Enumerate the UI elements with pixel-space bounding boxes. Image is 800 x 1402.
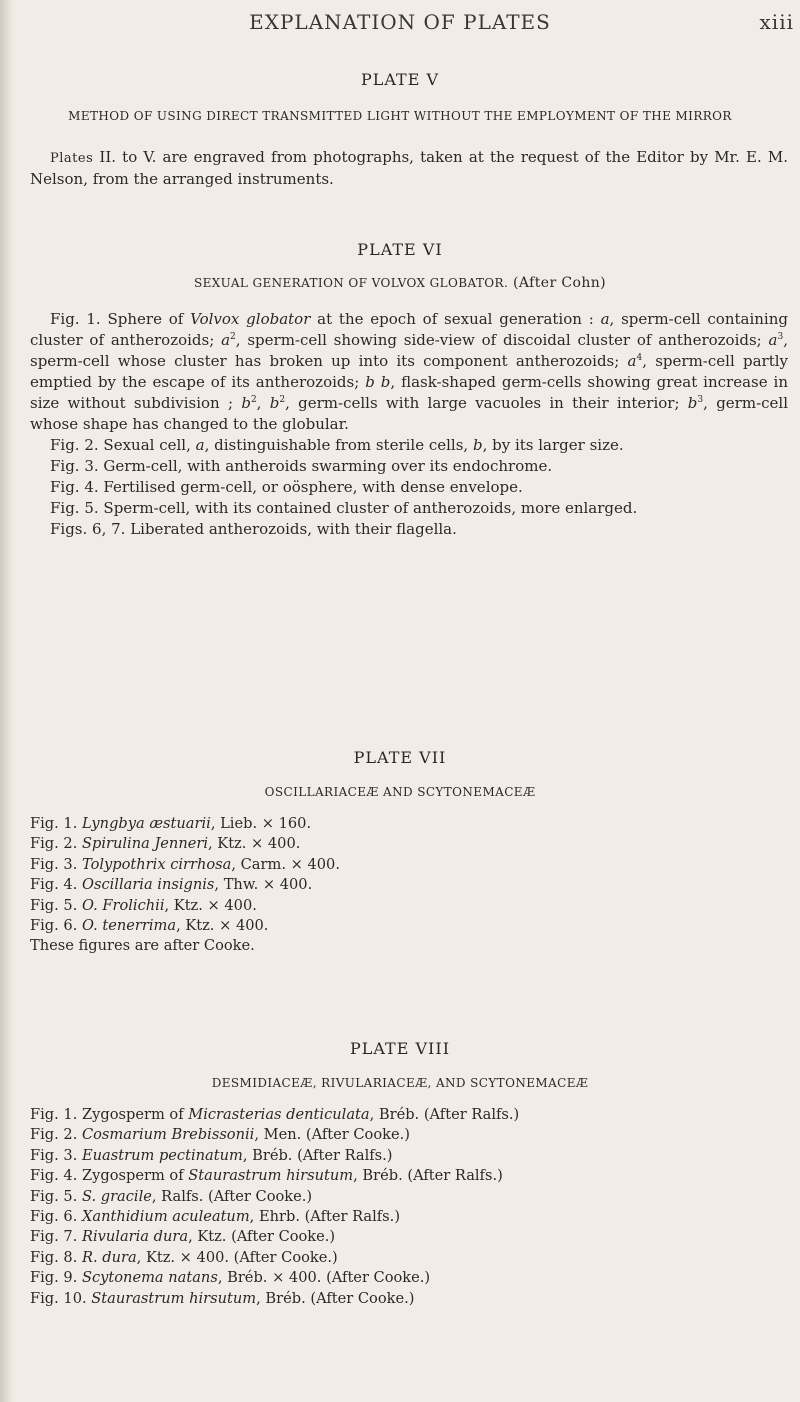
plate-vii-title: PLATE VII xyxy=(353,748,447,767)
plate-viii-fig: Fig. 1. Zygosperm of Micrasterias denticulata, Bréb. (After Ralfs.) xyxy=(30,1106,520,1123)
plate-vii-fig: Fig. 4. Oscillaria insignis, Thw. × 400. xyxy=(30,876,313,894)
plate-viii-fig: Fig. 4. Zygosperm of Staurastrum hirsutum, Bréb. (After Ralfs.) xyxy=(30,1167,503,1185)
plate-vii-fig: Fig. 2. Spirulina Jenneri, Ktz. × 400. xyxy=(30,835,301,853)
plate-viii-fig: Fig. 6. Xanthidium aculeatum, Ehrb. (After Ralfs.) xyxy=(30,1208,401,1226)
plate-vi-fig-4: Fig. 4. Fertilised germ-cell, or oösphere, with dense envelope. xyxy=(50,478,523,496)
plate-viii-fig: Fig. 3. Euastrum pectinatum, Bréb. (After Ralfs.) xyxy=(30,1146,393,1164)
plate-viii-fig: Fig. 9. Scytonema natans, Bréb. × 400. (After Cooke.) xyxy=(30,1269,431,1287)
plate-vii-fig: Fig. 6. O. tenerrima, Ktz. × 400. xyxy=(30,917,269,935)
plate-vi-attribution: (After Cohn) xyxy=(513,275,607,291)
plate-viii-fig: Fig. 10. Staurastrum hirsutum, Bréb. (After Cooke.) xyxy=(30,1289,415,1307)
plate-v-title: PLATE V xyxy=(360,70,440,89)
plates-lead: Plates xyxy=(50,151,94,166)
plate-vi-fig-3: Fig. 3. Germ-cell, with antheroids swarming over its endochrome. xyxy=(50,457,553,475)
plate-vi-title: PLATE VI xyxy=(357,240,443,259)
plate-vii-subtitle: OSCILLARIACEÆ AND SCYTONEMACEÆ xyxy=(264,785,536,799)
plate-viii-figure-list xyxy=(30,1105,788,1309)
page-number: xiii xyxy=(759,10,794,34)
plate-viii-fig: Fig. 8. R. dura, Ktz. × 400. (After Cooke.) xyxy=(30,1248,338,1266)
plate-v-description: Plates II. to V. are engraved from photographs, taken at the request of the Editor by Mr. E. M. Nelson, from the arranged instruments. xyxy=(30,148,788,188)
plate-vi-subtitle: SEXUAL GENERATION OF VOLVOX GLOBATOR. (After Cohn) xyxy=(193,275,607,291)
plate-vi-fig-2: Fig. 2. Sexual cell, a, distinguishable from sterile cells, b, by its larger size. xyxy=(50,436,624,454)
plate-viii-subtitle: DESMIDIACEÆ, RIVULARIACEÆ, AND SCYTONEMACEÆ xyxy=(211,1076,589,1090)
plate-viii-fig: Fig. 5. S. gracile, Ralfs. (After Cooke.) xyxy=(30,1187,313,1205)
plate-vii-fig: Fig. 1. Lyngbya æstuarii, Lieb. × 160. xyxy=(30,815,312,832)
plate-vi-figures xyxy=(30,309,788,540)
plate-viii-fig: Fig. 7. Rivularia dura, Ktz. (After Cooke.) xyxy=(30,1228,336,1246)
running-title: EXPLANATION OF PLATES xyxy=(249,10,551,34)
plate-vii-fig: Fig. 3. Tolypothrix cirrhosa, Carm. × 400. xyxy=(30,855,340,873)
plate-vii-fig: Fig. 5. O. Frolichii, Ktz. × 400. xyxy=(30,896,257,914)
plate-vii-figure-list xyxy=(30,814,788,957)
plate-vi-fig-1: Fig. 1. Sphere of Volvox globator at the epoch of sexual generation : a, sperm-cell containing cluster of antherozoids; $a^2$, sperm-cell showing side-view of discoidal cluster of antherozoids; $a^3$, sperm-cell whose cluster has broken up into its component antherozoids; $a^4$, sperm-cell partly emptied by the escape of its antherozoids; b b, flask-shaped germ-cells showing great increase in size without subdivision ; $b^2$, $b^2$, germ-cells with large vacuoles in their interior; $b^3$, germ-cell whose shape has changed to the globular. xyxy=(30,310,789,433)
plate-v-subtitle: METHOD OF USING DIRECT TRANSMITTED LIGHT WITHOUT THE EMPLOYMENT OF THE MIRROR xyxy=(68,109,732,123)
plate-viii-fig: Fig. 2. Cosmarium Brebissonii, Men. (After Cooke.) xyxy=(30,1126,410,1144)
plate-vi-fig-5: Fig. 5. Sperm-cell, with its contained cluster of antherozoids, more enlarged. xyxy=(50,499,638,517)
plate-vi-figs-6-7: Figs. 6, 7. Liberated antherozoids, with their flagella. xyxy=(50,520,457,538)
plate-vii-note: These figures are after Cooke. xyxy=(30,937,255,955)
plate-viii-title: PLATE VIII xyxy=(349,1039,451,1058)
